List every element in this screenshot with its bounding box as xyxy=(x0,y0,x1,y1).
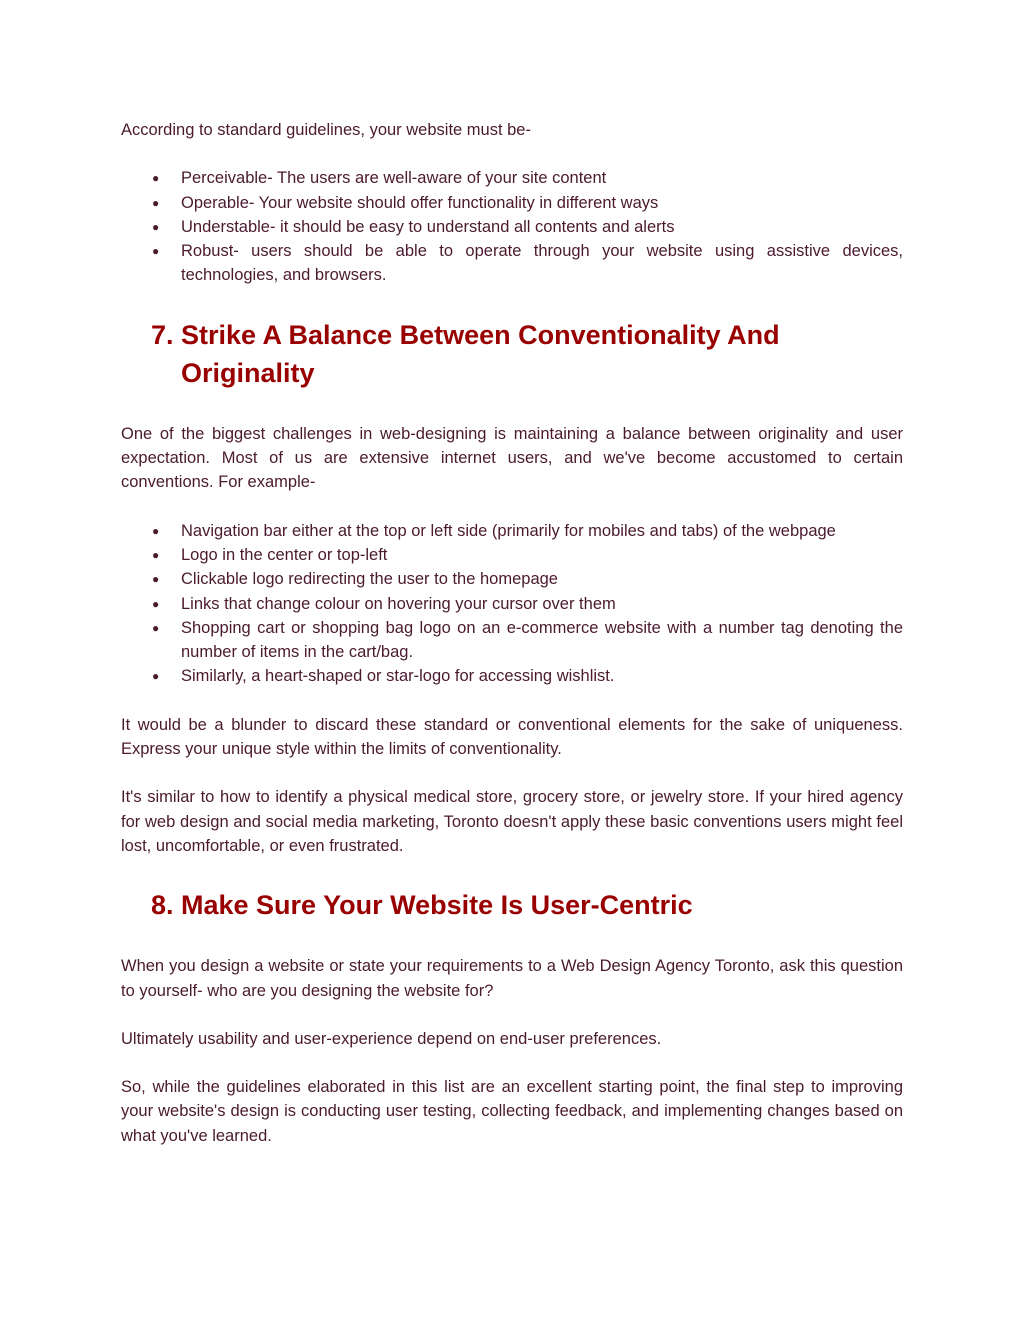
conventions-list xyxy=(121,519,903,689)
section-8-paragraph-1: When you design a website or state your requirements to a Web Design Agency Toronto, ask this question to yourself- who are you designing the website for? xyxy=(121,957,903,1000)
spacer xyxy=(121,288,903,316)
intro-paragraph: According to standard guidelines, your website must be- xyxy=(121,121,531,139)
bullet-icon: ● xyxy=(152,669,160,684)
list-item: ● Shopping cart or shopping bag logo on an e-commerce website with a number tag denoting the number of items in the cart/bag. xyxy=(121,616,903,665)
spacer xyxy=(121,495,903,519)
list-item: ● Logo in the center or top-left xyxy=(121,543,903,567)
spacer xyxy=(121,924,903,954)
spacer xyxy=(121,1003,903,1027)
bullet-icon: ● xyxy=(152,219,160,234)
spacer xyxy=(121,142,903,166)
bullet-icon: ● xyxy=(152,620,160,635)
list-item: ● Understable- it should be easy to understand all contents and alerts xyxy=(121,215,903,239)
spacer xyxy=(121,858,903,886)
list-item: ● Links that change colour on hovering your cursor over them xyxy=(121,592,903,616)
section-7-heading xyxy=(121,316,903,392)
spacer xyxy=(121,392,903,422)
section-7-paragraph-2: It would be a blunder to discard these standard or conventional elements for the sake of uniqueness. Express your unique style within the limits of conventionality. xyxy=(121,715,903,759)
section-title: Strike A Balance Between Conventionality And Originality xyxy=(181,319,780,388)
bullet-icon: ● xyxy=(152,572,160,587)
list-item: ● Navigation bar either at the top or left side (primarily for mobiles and tabs) of the webpage xyxy=(121,519,903,543)
bullet-icon: ● xyxy=(152,195,160,210)
list-item: ● Perceivable- The users are well-aware of your site content xyxy=(121,166,903,190)
bullet-icon: ● xyxy=(152,596,160,611)
spacer xyxy=(121,689,903,713)
list-item: ● Operable- Your website should offer functionality in different ways xyxy=(121,191,903,215)
section-8-paragraph-2: Ultimately usability and user-experience depend on end-user preferences. xyxy=(121,1029,662,1048)
bullet-icon: ● xyxy=(152,244,160,259)
spacer xyxy=(121,1051,903,1075)
bullet-icon: ● xyxy=(152,547,160,562)
section-7-paragraph-3: It's similar to how to identify a physical medical store, grocery store, or jewelry store. If your hired agency for web design and social media marketing, Toronto doesn't apply these basic conventions users might feel lost, uncomfortable, or even frustrated. xyxy=(121,788,903,855)
list-item: ● Similarly, a heart-shaped or star-logo for accessing wishlist. xyxy=(121,664,903,688)
section-number: 7. xyxy=(151,319,174,350)
bullet-icon: ● xyxy=(152,523,160,538)
section-title: Make Sure Your Website Is User-Centric xyxy=(181,890,693,921)
section-8-paragraph-3: So, while the guidelines elaborated in this list are an excellent starting point, the final step to improving your website's design is conducting user testing, collecting feedback, and implementing changes based on what you've learned. xyxy=(121,1078,903,1145)
section-7-paragraph-1: One of the biggest challenges in web-designing is maintaining a balance between originality and user expectation. Most of us are extensive internet users, and we've become accustomed to certain conventions. For example- xyxy=(121,424,903,492)
list-item: ● Clickable logo redirecting the user to the homepage xyxy=(121,567,903,591)
list-item: ● Robust- users should be able to operate through your website using assistive devices, technologies, and browsers. xyxy=(121,239,903,288)
document-page xyxy=(121,118,903,1148)
spacer xyxy=(121,761,903,785)
bullet-icon: ● xyxy=(152,171,160,186)
section-8-heading xyxy=(121,886,903,924)
section-number: 8. xyxy=(151,890,174,921)
guidelines-list xyxy=(121,166,903,287)
